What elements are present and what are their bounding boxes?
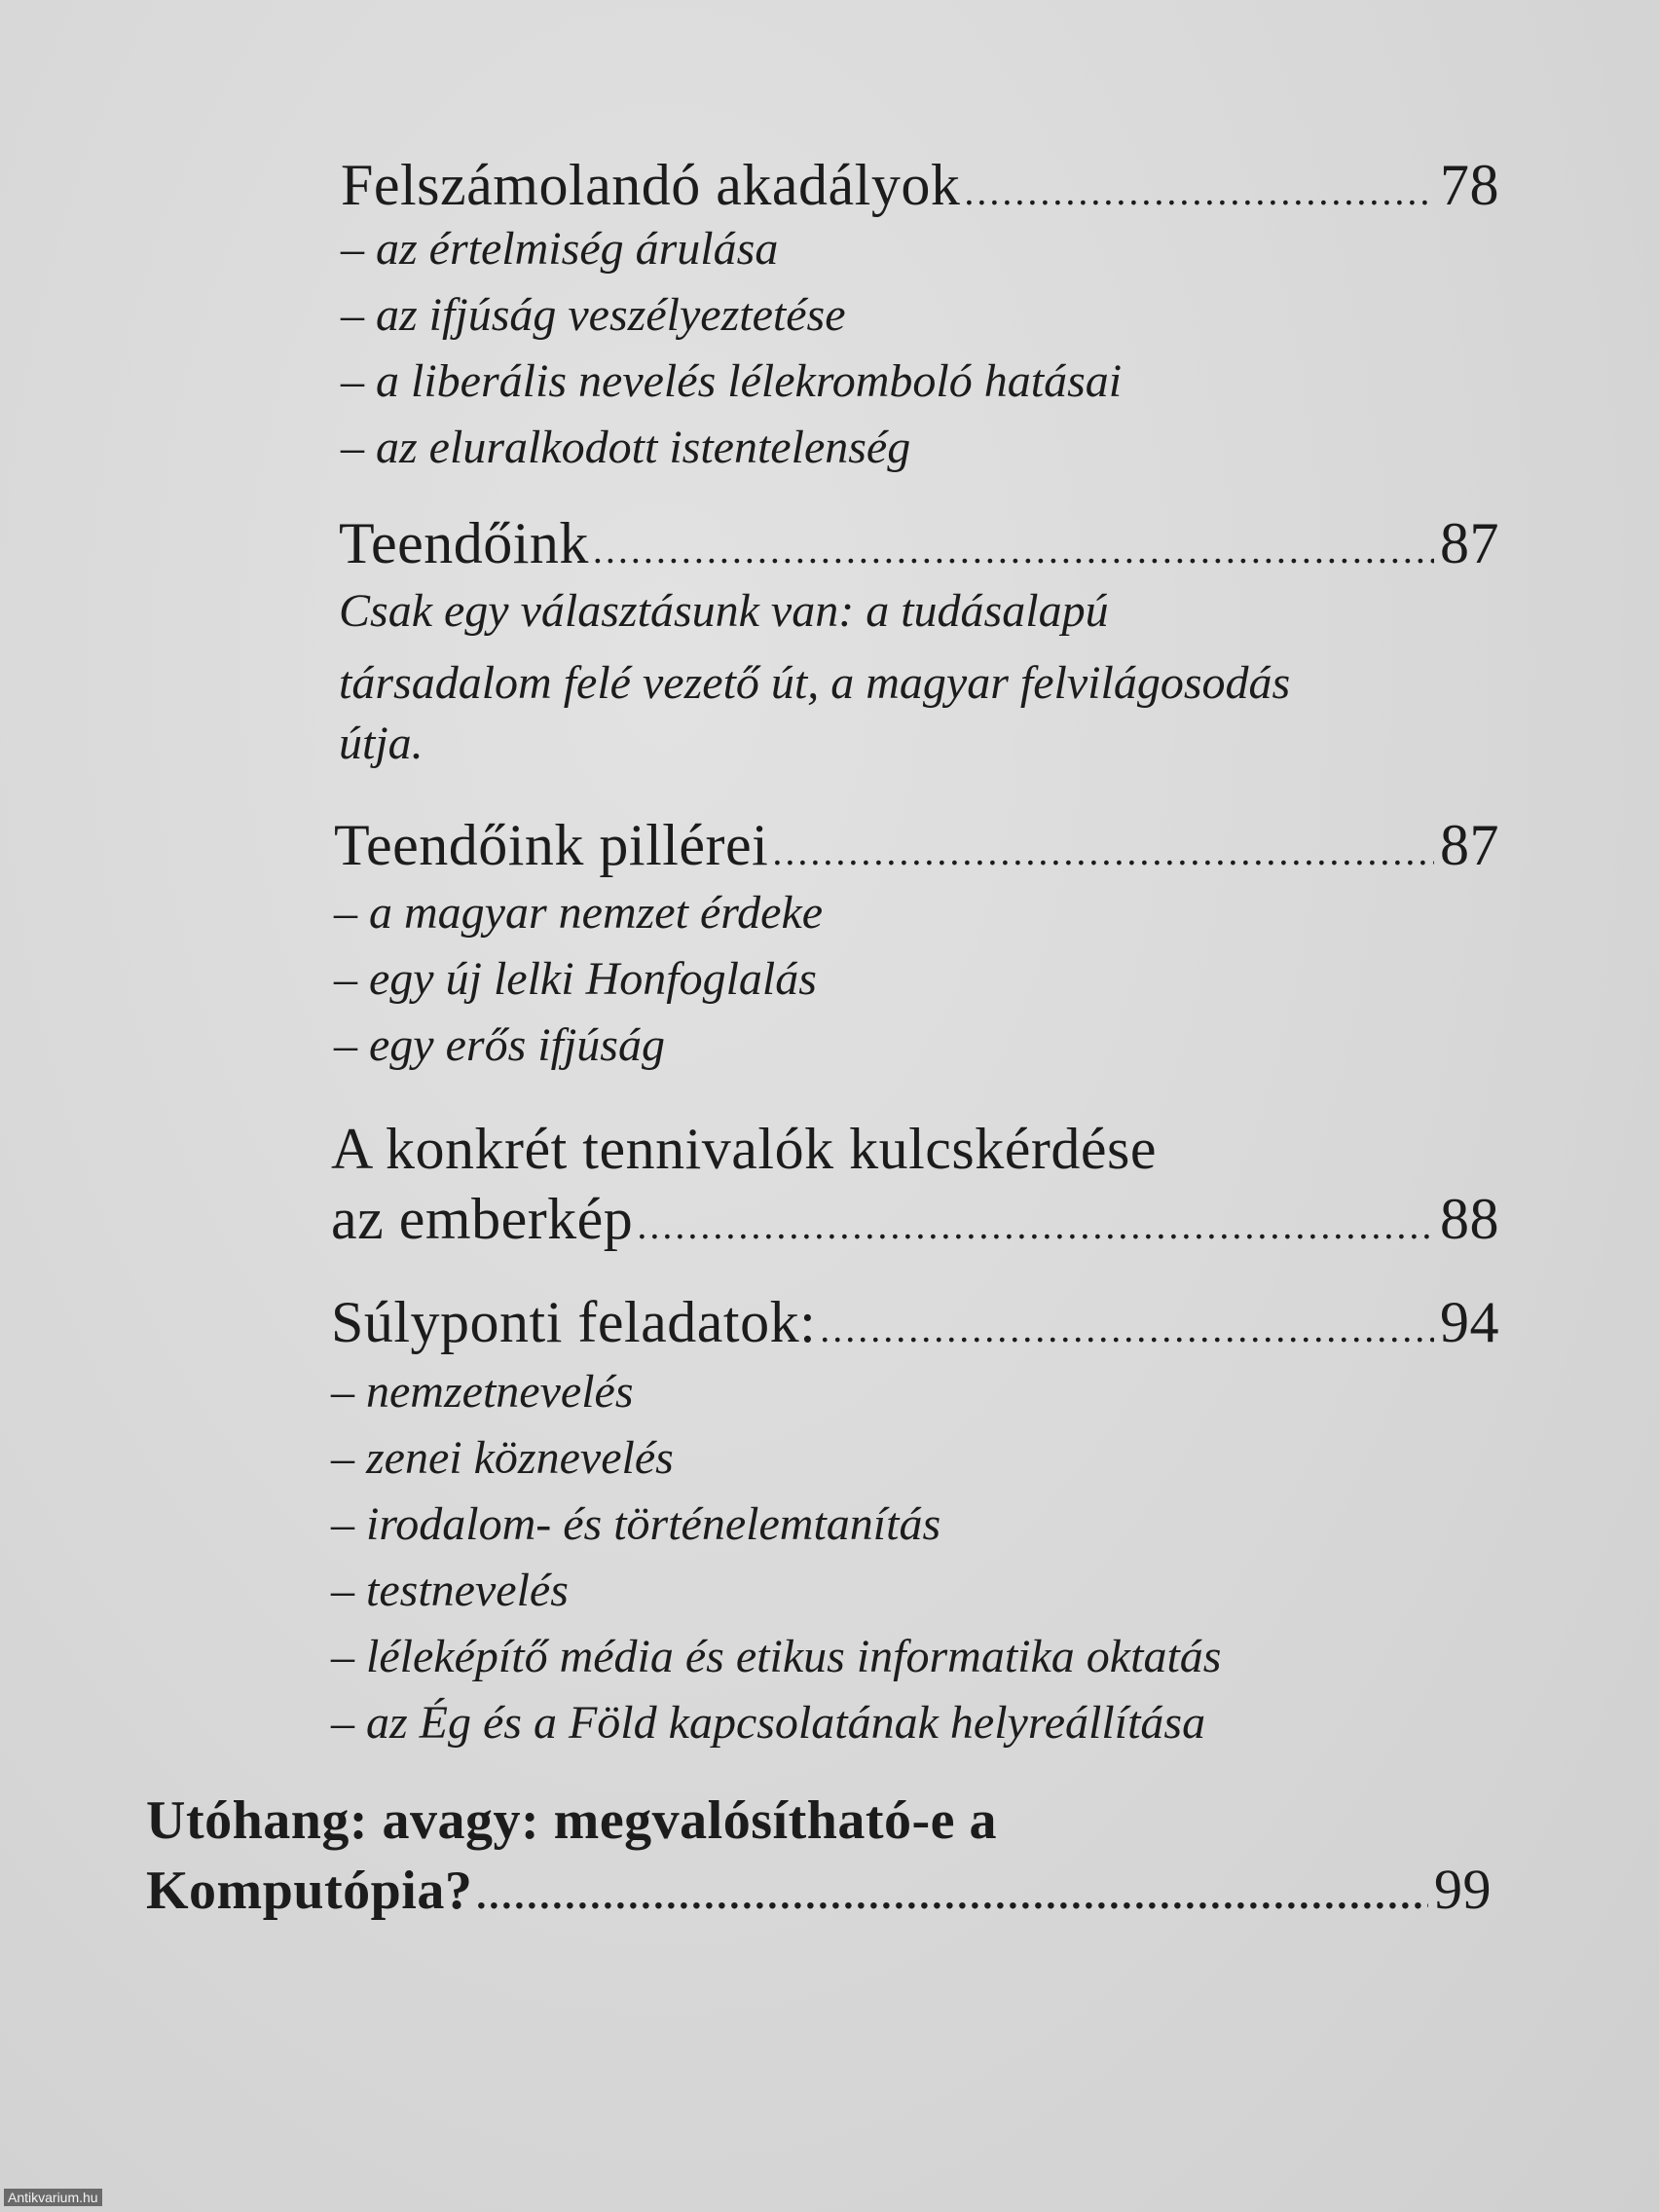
toc-subitem: – a liberális nevelés lélekromboló hatásai [341, 355, 1123, 407]
dot-leader [964, 172, 1434, 211]
toc-entry-konkret-tennivalok-line2 [331, 1187, 1499, 1251]
toc-subitem: – az értelmiség árulása [341, 223, 779, 275]
toc-entry-title: Komputópia? [146, 1861, 473, 1921]
toc-subitem: – az Ég és a Föld kapcsolatának helyreállítása [331, 1697, 1206, 1749]
toc-entry-felszamolando [341, 153, 1499, 217]
toc-subitem: – léleképítő média és etikus informatika oktatás [331, 1631, 1222, 1682]
toc-subitem: – irodalom- és történelemtanítás [331, 1498, 941, 1550]
toc-subitem: – zenei köznevelés [331, 1432, 674, 1484]
toc-description-line: társadalom felé vezető út, a magyar felvilágosodás [339, 657, 1291, 709]
toc-entry-konkret-tennivalok [331, 1117, 1157, 1181]
toc-subitem: – a magyar nemzet érdeke [334, 887, 824, 939]
toc-entry-teendoink-pillerei [334, 813, 1499, 877]
toc-page-number: 87 [1440, 511, 1499, 575]
toc-subitem: – nemzetnevelés [331, 1366, 634, 1418]
dot-leader [820, 1309, 1434, 1348]
dot-leader [637, 1206, 1434, 1245]
toc-entry-title: Utóhang: avagy: megvalósítható-e a [146, 1790, 998, 1851]
toc-page-number: 78 [1440, 153, 1499, 217]
toc-page-number: 88 [1440, 1187, 1499, 1251]
toc-entry-title: Teendőink pillérei [334, 813, 769, 877]
toc-subitem: – egy új lelki Honfoglalás [334, 953, 817, 1005]
toc-entry-sulyponti [331, 1290, 1499, 1354]
toc-entry-title: Felszámolandó akadályok [341, 153, 961, 217]
dot-leader [772, 832, 1434, 871]
toc-description-line: útja. [339, 718, 424, 769]
toc-entry-title: Súlyponti feladatok: [331, 1290, 817, 1354]
toc-entry-title: A konkrét tennivalók kulcskérdése [331, 1117, 1157, 1181]
toc-description-line: Csak egy választásunk van: a tudásalapú [339, 585, 1109, 637]
toc-subitem: – az ifjúság veszélyeztetése [341, 289, 846, 341]
toc-subitem: – az eluralkodott istentelenség [341, 422, 911, 473]
toc-entry-title: Teendőink [339, 511, 589, 575]
dot-leader [476, 1876, 1428, 1915]
toc-entry-utohang [146, 1790, 998, 1851]
toc-entry-teendoink [339, 511, 1499, 575]
toc-subitem: – egy erős ifjúság [334, 1019, 665, 1071]
watermark-label: Antikvarium.hu [4, 2189, 102, 2206]
toc-entry-title: az emberkép [331, 1187, 634, 1251]
dot-leader [593, 531, 1434, 570]
toc-subitem: – testnevelés [331, 1565, 569, 1616]
toc-page-number: 99 [1434, 1858, 1492, 1921]
toc-page-number: 94 [1440, 1290, 1499, 1354]
toc-page-number: 87 [1440, 813, 1499, 877]
toc-entry-utohang-line2 [146, 1858, 1492, 1921]
